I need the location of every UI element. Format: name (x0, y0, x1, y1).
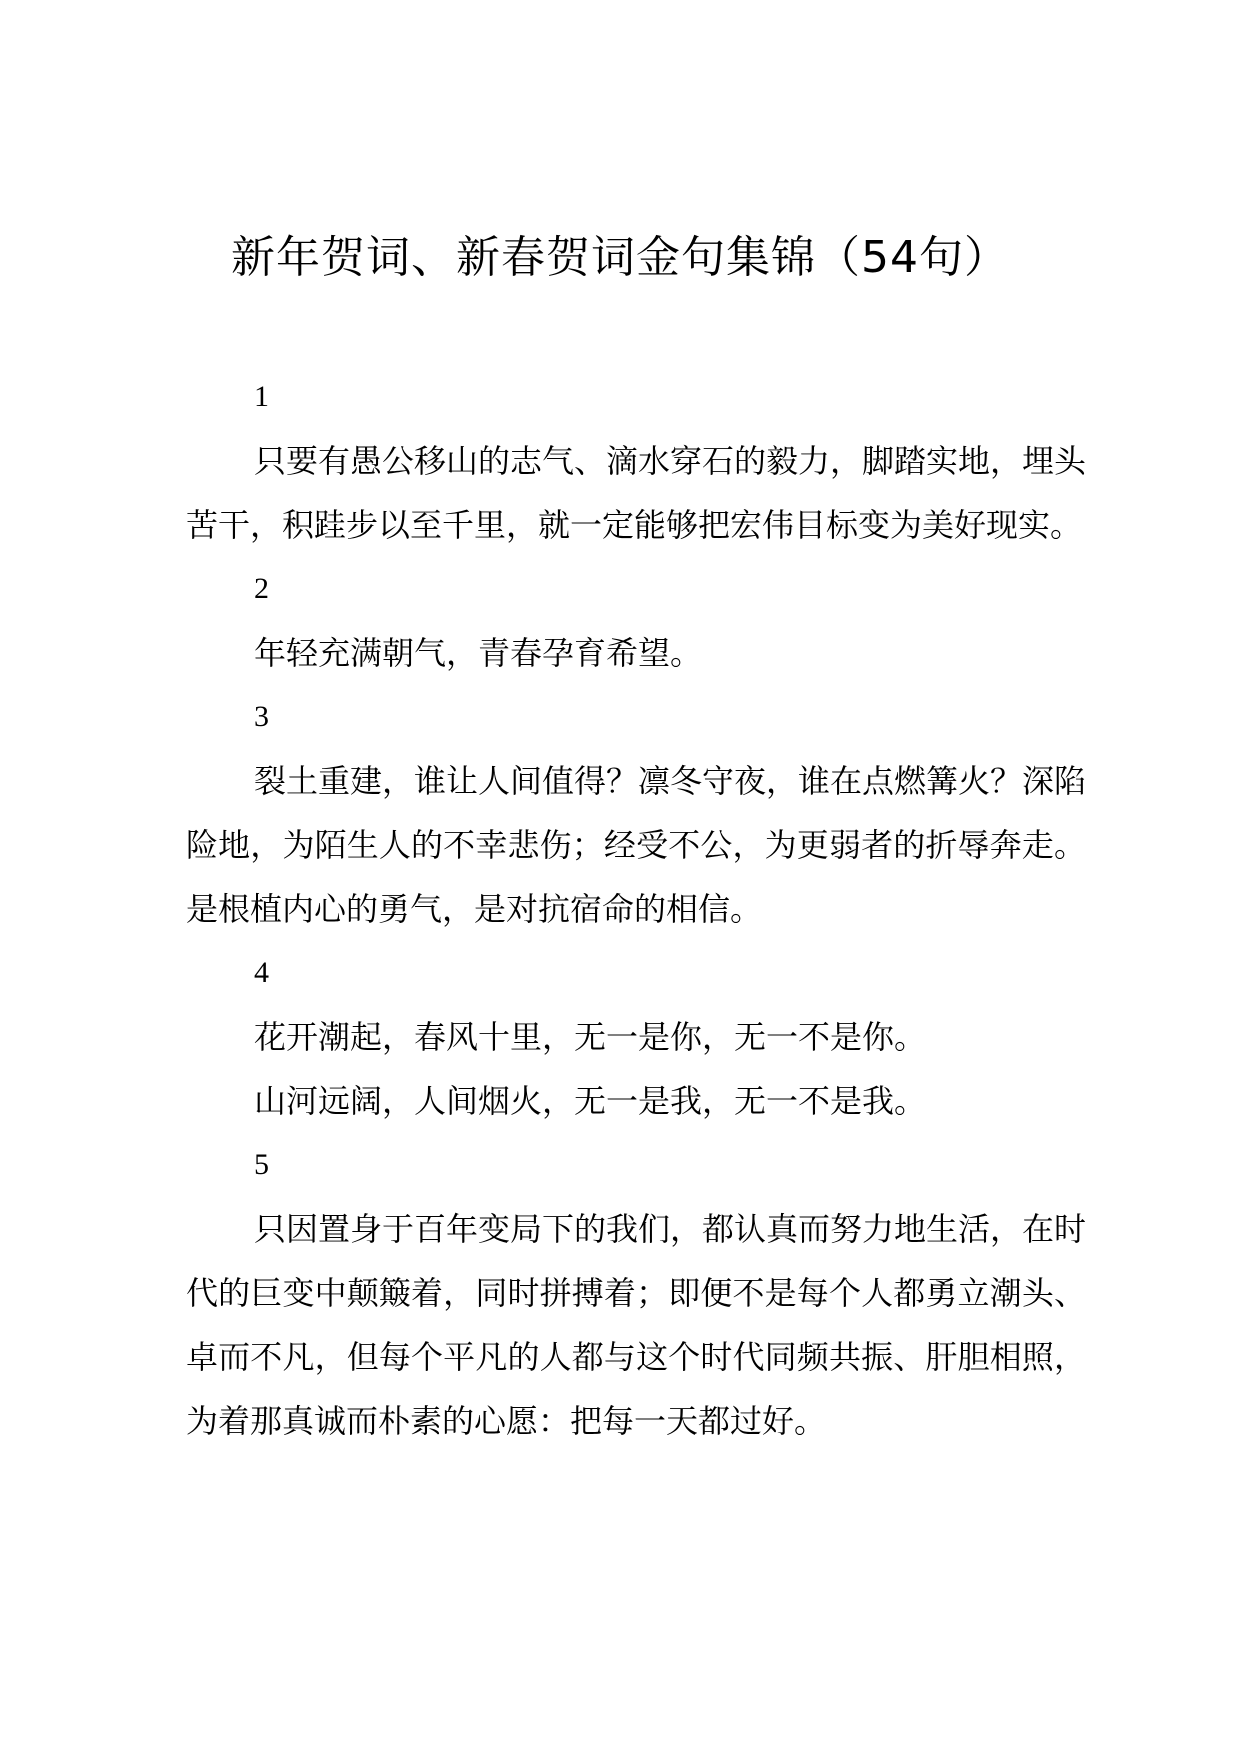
entry-paragraph: 花开潮起，春风十里，无一是你，无一不是你。 (254, 1018, 927, 1056)
entry-number: 4 (254, 956, 269, 989)
document-body (186, 365, 1086, 1453)
entry (186, 941, 1086, 1133)
entry-paragraph: 年轻充满朝气，青春孕育希望。 (254, 634, 703, 672)
entry-paragraph: 裂土重建，谁让人间值得？凛冬守夜，谁在点燃篝火？深陷险地，为陌生人的不幸悲伤；经受不公，为更弱者的折辱奔走。是根植内心的勇气，是对抗宿命的相信。 (186, 762, 1087, 928)
entry-paragraph: 只要有愚公移山的志气、滴水穿石的毅力，脚踏实地，埋头苦干，积跬步以至千里，就一定能够把宏伟目标变为美好现实。 (186, 442, 1087, 544)
entry-paragraph: 只因置身于百年变局下的我们，都认真而努力地生活，在时代的巨变中颠簸着，同时拼搏着；即便不是每个人都勇立潮头、卓而不凡，但每个平凡的人都与这个时代同频共振、肝胆相照，为着那真诚而朴素的心愿：把每一天都过好。 (186, 1210, 1087, 1440)
entry (186, 557, 1086, 685)
entry-number: 3 (254, 700, 269, 733)
entry-number: 2 (254, 572, 269, 605)
entry-number: 5 (254, 1148, 269, 1181)
entry (186, 685, 1086, 941)
entry-number: 1 (254, 380, 269, 413)
document-title: 新年贺词、新春贺词金句集锦（54句） (231, 232, 1009, 283)
entry-paragraph: 山河远阔，人间烟火，无一是我，无一不是我。 (254, 1082, 927, 1120)
entry (186, 365, 1086, 557)
entry (186, 1133, 1086, 1453)
